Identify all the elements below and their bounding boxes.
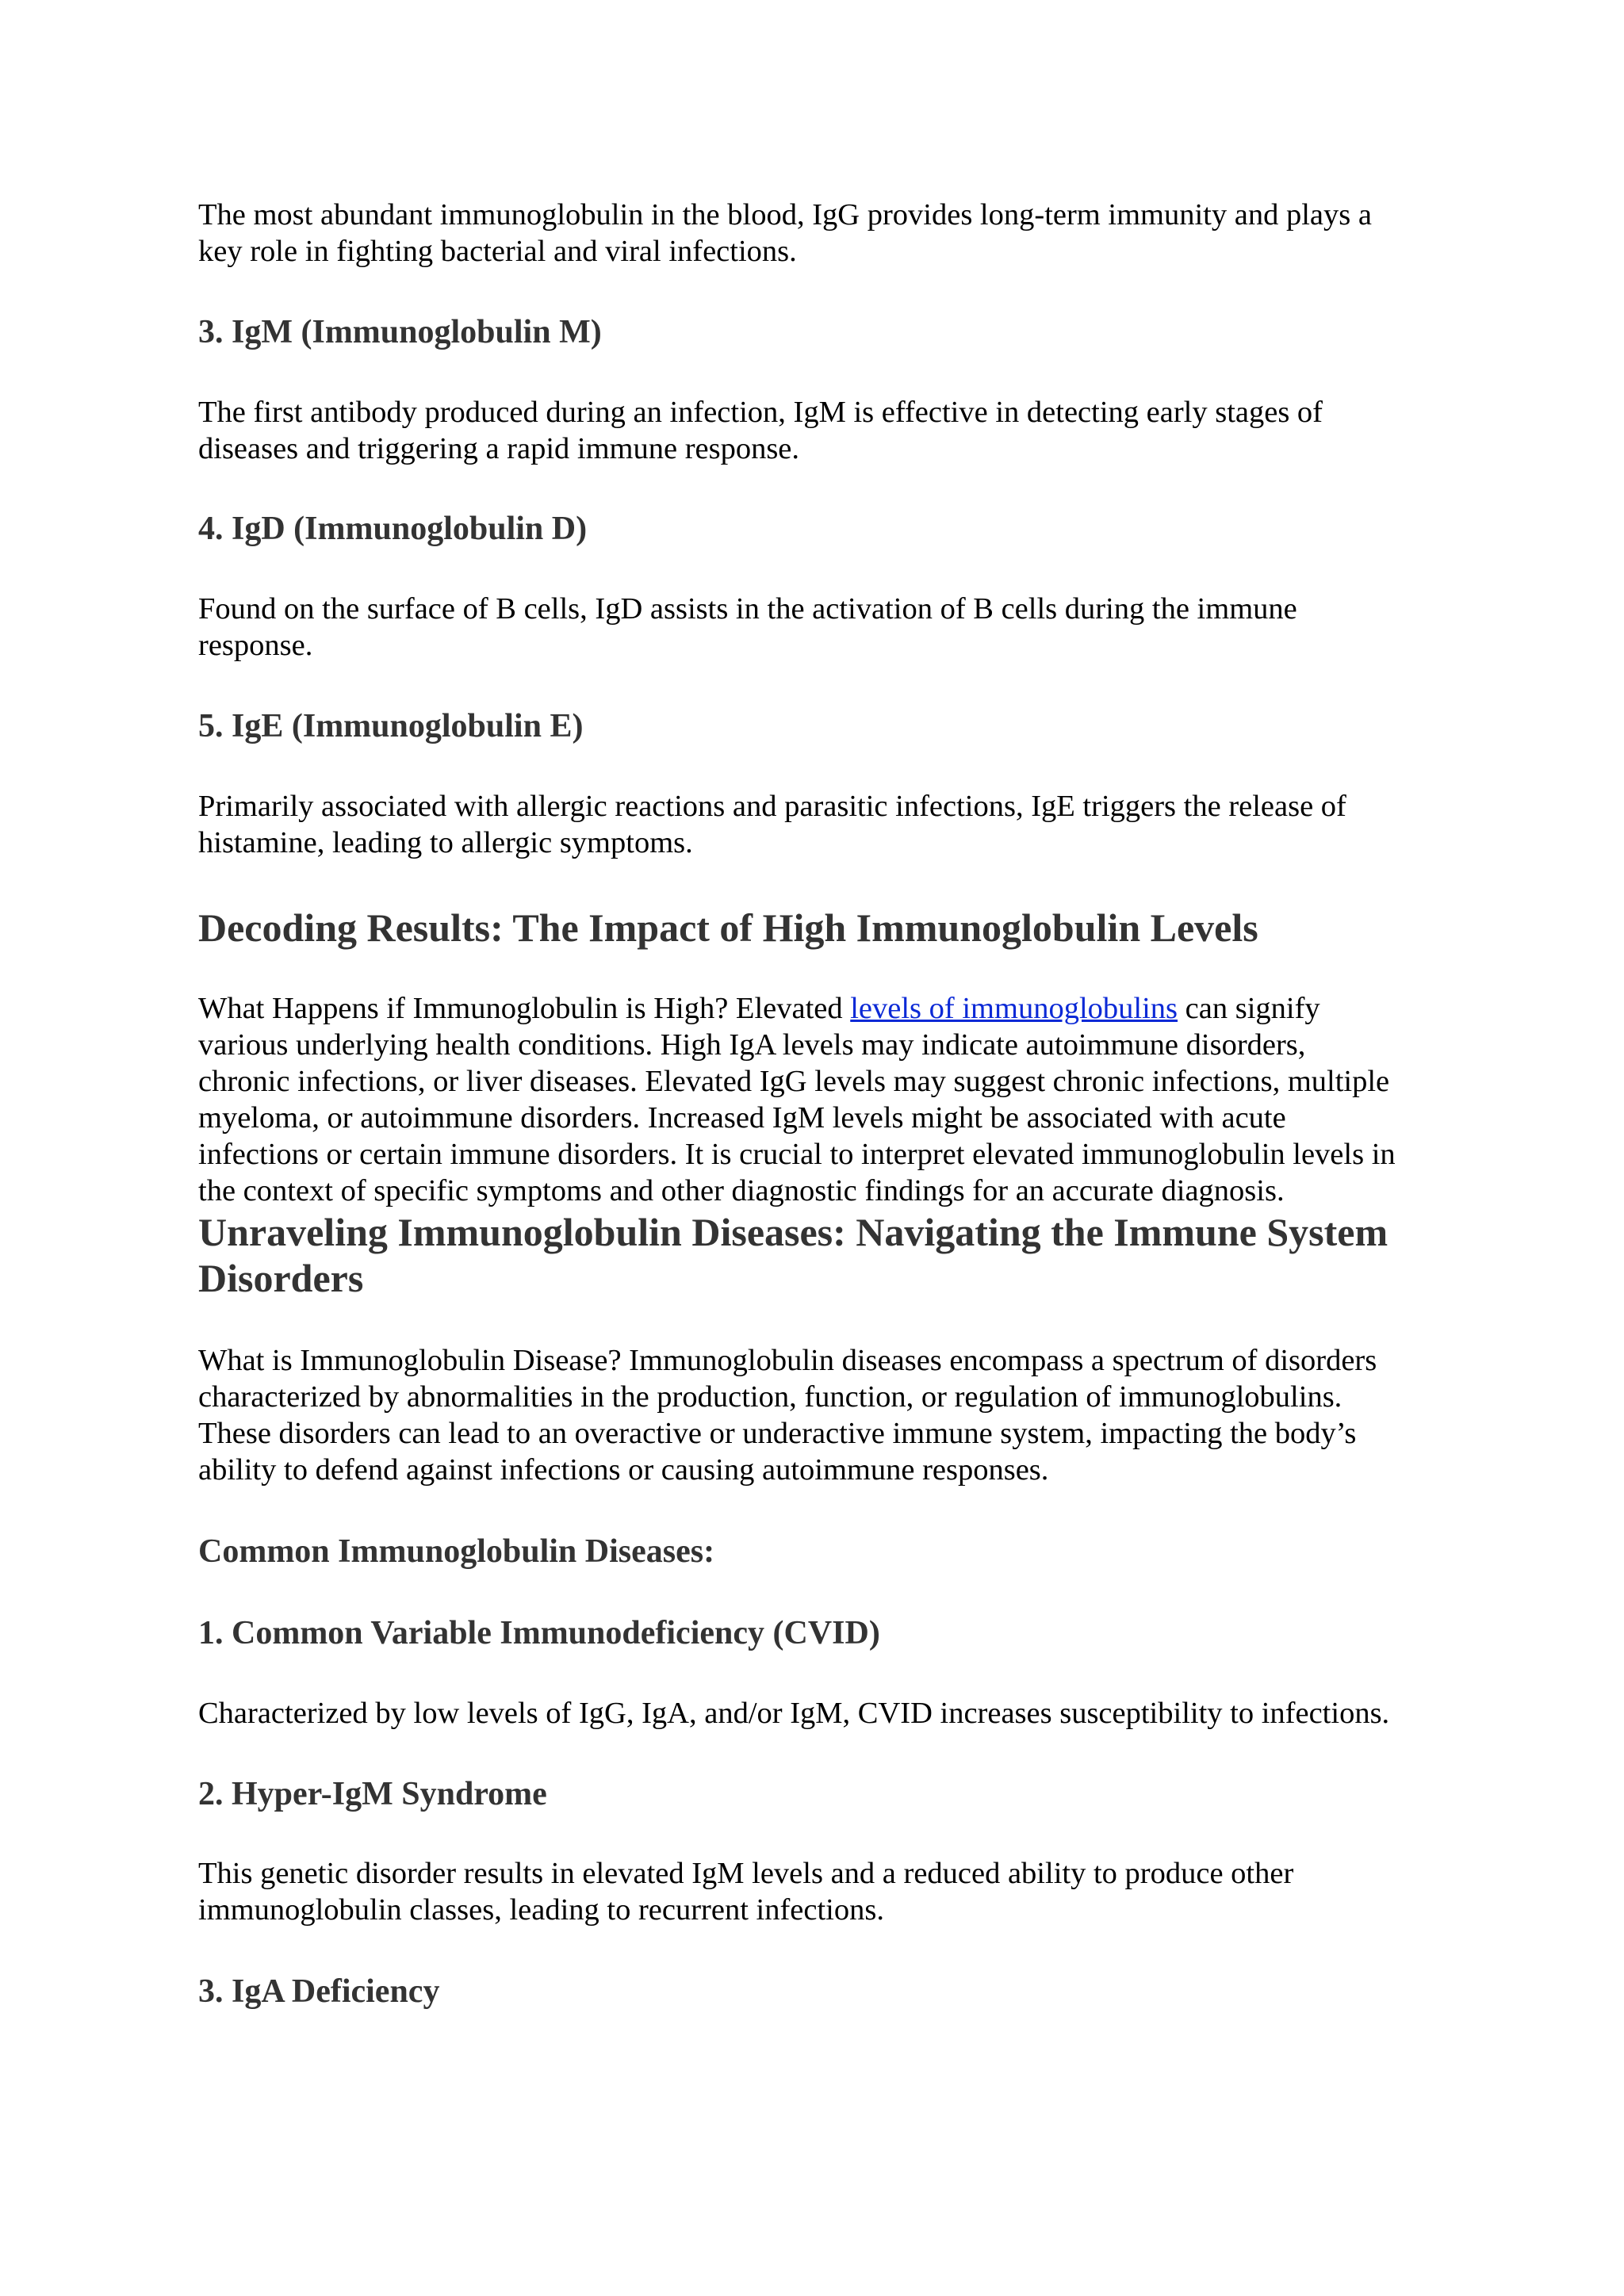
text-line [198, 990, 1451, 1027]
heading-line: Disorders [198, 1256, 364, 1300]
text-line: the context of specific symptoms and other diagnostic findings for an accurate diagnosis. [198, 1174, 1285, 1207]
text-line: diseases and triggering a rapid immune response. [198, 432, 800, 465]
text-line: These disorders can lead to an overactive or underactive immune system, impacting the body’s [198, 1417, 1357, 1450]
igm-description [198, 394, 1451, 467]
text-line: Found on the surface of B cells, IgD assists in the activation of B cells during the immune [198, 592, 1297, 626]
text-line: characterized by abnormalities in the production, function, or regulation of immunoglobulins. [198, 1380, 1342, 1414]
igd-description [198, 591, 1451, 664]
text-line: key role in fighting bacterial and viral infections. [198, 235, 797, 268]
ige-description [198, 788, 1451, 861]
text-line: various underlying health conditions. High IgA levels may indicate autoimmune disorders, [198, 1028, 1306, 1062]
iga-deficiency-heading: 3. IgA Deficiency [198, 1973, 440, 2010]
text-line: This genetic disorder results in elevated IgM levels and a reduced ability to produce other [198, 1857, 1294, 1890]
text-line: The first antibody produced during an infection, IgM is effective in detecting early stages of [198, 396, 1323, 429]
hyper-igm-heading: 2. Hyper-IgM Syndrome [198, 1776, 547, 1812]
igg-description [198, 197, 1451, 270]
text-line: immunoglobulin classes, leading to recurrent infections. [198, 1893, 884, 1927]
text-line: Characterized by low levels of IgG, IgA, and/or IgM, CVID increases susceptibility to infections. [198, 1697, 1390, 1730]
text-line: What is Immunoglobulin Disease? Immunoglobulin diseases encompass a spectrum of disorders [198, 1344, 1377, 1377]
diseases-description [198, 1342, 1451, 1488]
diseases-heading [198, 1209, 1451, 1301]
text-line: ability to defend against infections or causing autoimmune responses. [198, 1453, 1049, 1487]
text-line: chronic infections, or liver diseases. Elevated IgG levels may suggest chronic infections, multiple [198, 1065, 1390, 1098]
text-line: Primarily associated with allergic reactions and parasitic infections, IgE triggers the release of [198, 790, 1346, 823]
high-levels-description [198, 990, 1451, 1209]
text-line: The most abundant immunoglobulin in the blood, IgG provides long-term immunity and plays a [198, 198, 1372, 232]
ige-heading: 5. IgE (Immunoglobulin E) [198, 708, 584, 744]
text-line: myeloma, or autoimmune disorders. Increased IgM levels might be associated with acute [198, 1101, 1286, 1135]
text-line: histamine, leading to allergic symptoms. [198, 826, 693, 859]
text-line: infections or certain immune disorders. It is crucial to interpret elevated immunoglobulin levels in [198, 1138, 1396, 1171]
common-diseases-heading: Common Immunoglobulin Diseases: [198, 1533, 715, 1570]
text-line: response. [198, 629, 313, 662]
igd-heading: 4. IgD (Immunoglobulin D) [198, 511, 588, 547]
igm-heading: 3. IgM (Immunoglobulin M) [198, 314, 602, 350]
cvid-heading: 1. Common Variable Immunodeficiency (CVID) [198, 1615, 880, 1651]
cvid-description [198, 1695, 1451, 1732]
text-fragment: can signify [1178, 992, 1320, 1025]
hyper-igm-description [198, 1855, 1451, 1928]
text-fragment: What Happens if Immunoglobulin is High? Elevated [198, 992, 851, 1025]
heading-line: Unraveling Immunoglobulin Diseases: Navigating the Immune System [198, 1210, 1388, 1254]
immunoglobulin-levels-link[interactable]: levels of immunoglobulins [850, 992, 1178, 1025]
high-levels-heading: Decoding Results: The Impact of High Immunoglobulin Levels [198, 905, 1258, 950]
